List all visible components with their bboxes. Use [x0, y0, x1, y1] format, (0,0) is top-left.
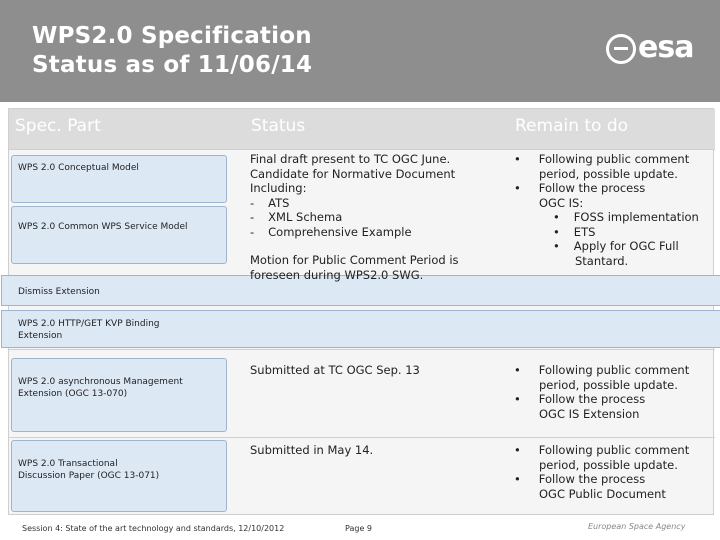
dash: -: [250, 224, 255, 239]
remain-subitem: [514, 239, 699, 254]
status-list-text: Comprehensive Example: [268, 224, 412, 239]
remain-item: [514, 152, 699, 167]
status-list-text: ATS: [268, 195, 290, 210]
bullet: •: [514, 392, 521, 406]
spec-part-label: Discussion Paper (OGC 13-071): [18, 471, 160, 481]
title-line-1: WPS2.0 Specification: [32, 23, 312, 49]
header-status: [235, 109, 497, 149]
status-line: Motion for Public Comment Period is: [250, 253, 459, 267]
status-line: Candidate for Normative Document: [250, 166, 456, 181]
header-bar: [0, 0, 720, 102]
remain-subtext: Stantard.: [575, 253, 629, 268]
slide-title: [32, 22, 312, 80]
remain-text: Follow the process: [538, 472, 646, 486]
header-spec-part-label: Spec. Part: [15, 116, 101, 136]
esa-logo-icon: [606, 34, 636, 64]
spec-part-async: [11, 358, 227, 432]
status-list-item: [250, 196, 459, 211]
remain-subitem: [514, 225, 699, 240]
remain-item: [514, 181, 699, 196]
footer-page: Page 9: [345, 524, 372, 533]
row-divider: [9, 437, 715, 438]
title-line-2: Status as of 11/06/14: [32, 52, 313, 78]
remain-text: period, possible update.: [539, 377, 678, 392]
remain-item: [514, 472, 689, 487]
remain-transactional: [514, 443, 689, 501]
spec-part-label: WPS 2.0 Common WPS Service Model: [18, 222, 188, 232]
spec-part-transactional: [11, 440, 227, 512]
header-status-label: Status: [251, 116, 306, 136]
spec-part-label: WPS 2.0 Transactional: [18, 459, 118, 469]
dash: -: [250, 210, 255, 224]
bullet: •: [514, 363, 521, 377]
spec-part-label: WPS 2.0 asynchronous Management: [18, 377, 183, 387]
remain-text: OGC IS Extension: [539, 406, 640, 421]
remain-text: Follow the process: [538, 392, 646, 406]
remain-subtext: Apply for OGC Full: [573, 239, 679, 253]
spec-part-label: Extension: [18, 331, 63, 341]
status-async: Submitted at TC OGC Sep. 13: [250, 363, 420, 377]
remain-text: period, possible update.: [539, 457, 678, 472]
row-divider: [9, 149, 715, 150]
remain-item: [514, 363, 689, 378]
spec-part-conceptual: [11, 155, 227, 203]
esa-logo-text: esa: [638, 30, 694, 65]
remain-text: Follow the process: [538, 181, 646, 195]
bullet: •: [514, 472, 521, 486]
status-line: foreseen during WPS2.0 SWG.: [250, 267, 424, 282]
dash: -: [250, 195, 255, 210]
esa-logo: [604, 30, 704, 70]
status-list-text: XML Schema: [268, 210, 343, 224]
bullet: •: [553, 224, 560, 239]
remain-text: Following public comment: [538, 152, 690, 166]
spec-part-label: WPS 2.0 Conceptual Model: [18, 163, 139, 173]
remain-subitem: [514, 210, 699, 225]
bullet: •: [514, 152, 521, 166]
status-list-item: [250, 210, 459, 225]
status-transactional: Submitted in May 14.: [250, 443, 374, 457]
remain-item: [514, 443, 689, 458]
remain-text: OGC Public Document: [539, 486, 666, 501]
spec-part-http-get: [1, 310, 720, 348]
status-line: Final draft present to TC OGC June.: [250, 152, 451, 166]
remain-core: [514, 152, 699, 268]
header-remain: [497, 109, 715, 149]
spec-part-label: Extension (OGC 13-070): [18, 389, 128, 399]
spec-part-common: [11, 206, 227, 264]
remain-text: Following public comment: [538, 363, 690, 377]
status-table: [8, 108, 714, 515]
remain-subtext: ETS: [573, 224, 596, 239]
remain-text: OGC IS:: [539, 195, 584, 210]
status-line: Including:: [250, 181, 307, 195]
bullet: •: [553, 210, 560, 224]
remain-subtext: FOSS implementation: [573, 210, 699, 224]
status-core: [250, 152, 459, 282]
spec-part-label: Dismiss Extension: [18, 287, 100, 297]
footer-brand: European Space Agency: [588, 522, 686, 531]
header-spec-part: [9, 109, 235, 149]
remain-text: Following public comment: [538, 443, 690, 457]
header-remain-label: Remain to do: [515, 116, 629, 136]
status-list-item: [250, 225, 459, 240]
remain-text: period, possible update.: [539, 166, 678, 181]
bullet: •: [514, 181, 521, 195]
footer-session: Session 4: State of the art technology and standards, 12/10/2012: [22, 524, 285, 533]
remain-async: [514, 363, 689, 421]
row-divider: [9, 349, 715, 350]
bullet: •: [553, 239, 560, 253]
spec-part-label: WPS 2.0 HTTP/GET KVP Binding: [18, 319, 160, 329]
bullet: •: [514, 443, 521, 457]
remain-item: [514, 392, 689, 407]
